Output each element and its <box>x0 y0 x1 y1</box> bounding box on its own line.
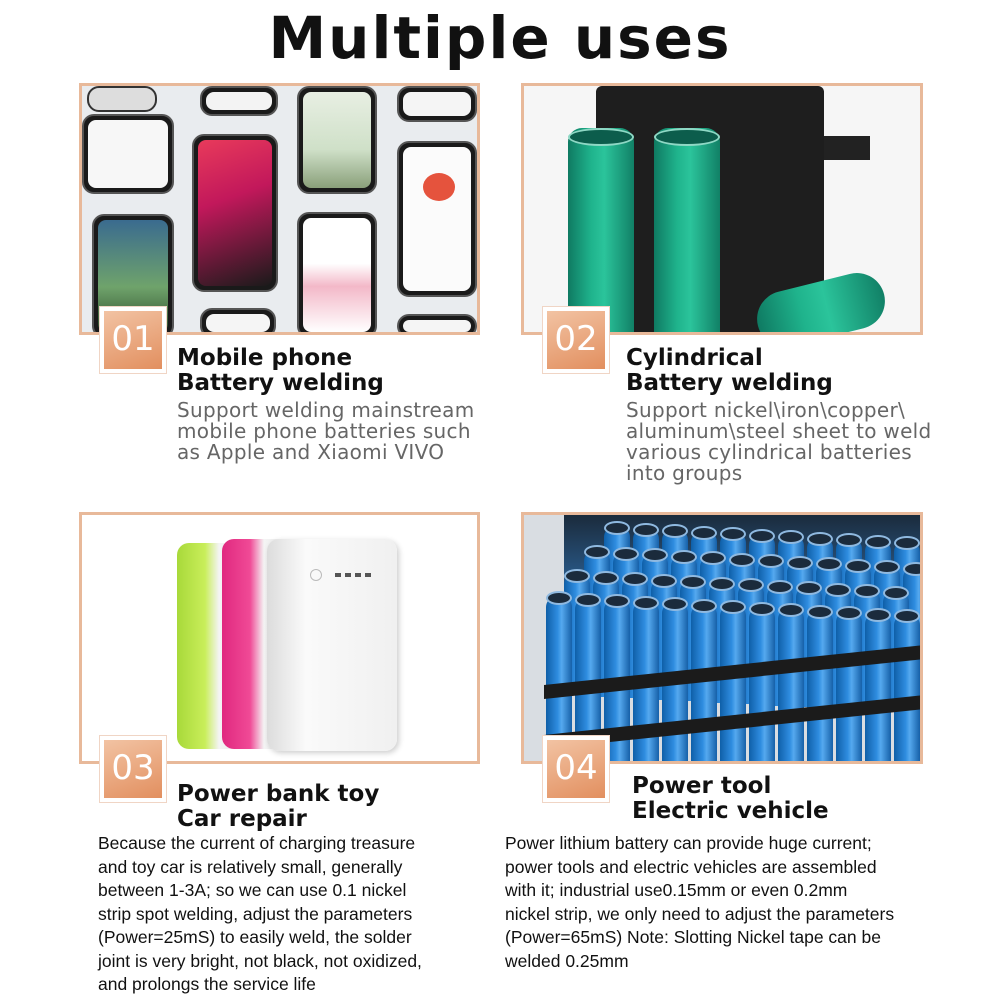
item-heading: Power bank toy Car repair <box>177 781 380 832</box>
battery-cell <box>749 608 775 765</box>
item-number-badge: 02 <box>543 307 609 373</box>
page-title: Multiple uses <box>268 4 732 72</box>
item-description: Because the current of charging treasure and toy car is relatively small, generally between 1-3A; so we can use 0.1 nickel strip spot welding, adjust the parameters (Power=25mS) to easily weld, the solder joint is very bright, not black, not oxidized, and prolongs the service life <box>98 833 422 994</box>
power-bank-image <box>79 512 480 764</box>
battery-cell <box>894 615 920 764</box>
battery-cell <box>865 614 891 765</box>
cylindrical-battery-image <box>521 83 923 335</box>
item-description: Power lithium battery can provide huge current; power tools and electric vehicles are assembled with it; industrial use0.15mm or even 0.2mm nickel strip, we only need to adjust the parameters (Power=65mS) Note: Slotting Nickel tape can be welded 0.25mm <box>505 833 895 971</box>
battery-cell <box>720 606 746 764</box>
item-number-badge: 03 <box>100 736 166 802</box>
battery-pack-image <box>521 512 923 764</box>
mobile-phone-image <box>79 83 480 335</box>
item-number-badge: 04 <box>543 736 609 802</box>
battery-cell <box>778 609 804 764</box>
item-heading: Mobile phone Battery welding <box>177 345 384 396</box>
battery-cell <box>836 612 862 764</box>
item-heading: Power tool Electric vehicle <box>632 773 829 824</box>
item-description: Support welding mainstream mobile phone batteries such as Apple and Xiaomi VIVO <box>177 398 475 464</box>
battery-cell <box>691 605 717 765</box>
item-description: Support nickel\iron\copper\ aluminum\steel sheet to weld various cylindrical batteries into groups <box>626 398 932 485</box>
battery-cell <box>807 611 833 765</box>
item-heading: Cylindrical Battery welding <box>626 345 833 396</box>
item-number-badge: 01 <box>100 307 166 373</box>
